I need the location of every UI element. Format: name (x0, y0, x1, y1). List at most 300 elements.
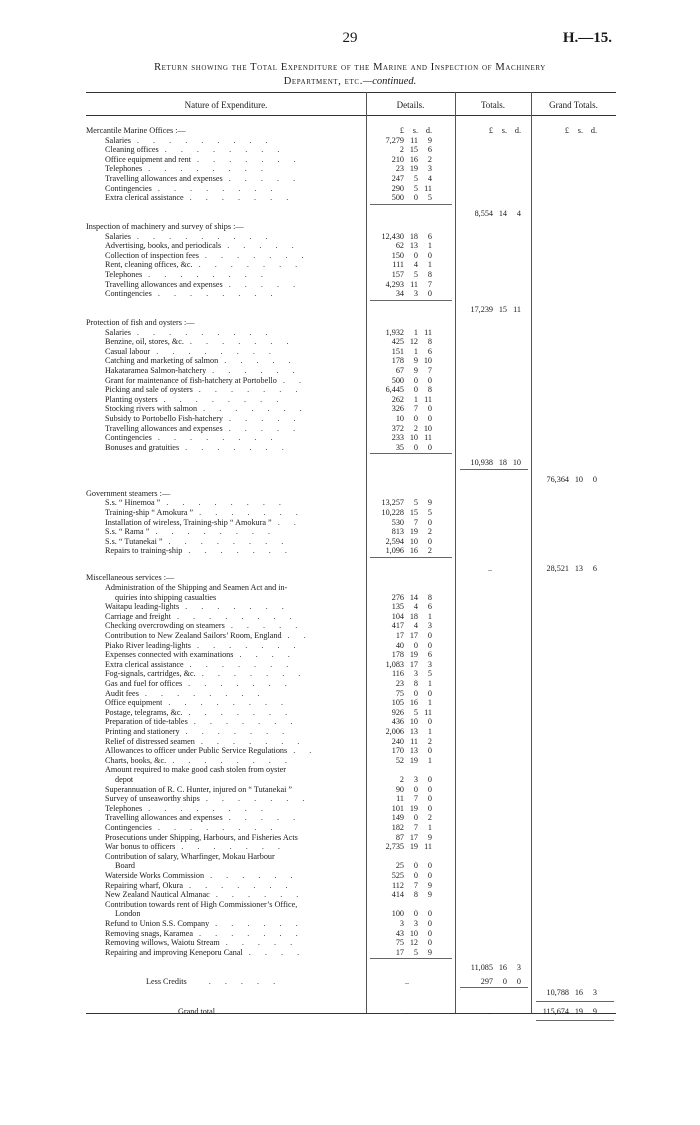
document-reference: H.—15. (562, 30, 612, 46)
line-item-amount-pence: 6 (427, 346, 432, 356)
leader-dots: . . . . . (228, 423, 302, 433)
line-item-amount (368, 260, 432, 270)
line-item-label: Contribution to New Zealand Sailors’ Room, England (105, 630, 282, 640)
leader-dots: . . . . . . . (203, 404, 308, 414)
currency-header-totals-shillings: s. (501, 126, 507, 135)
line-item-amount-pounds: 13,257 (381, 498, 404, 508)
line-item-label: Contingencies (105, 433, 152, 443)
line-item (86, 833, 298, 843)
line-item-amount-pence: 1 (427, 678, 432, 688)
line-item-amount (368, 289, 432, 299)
line-item-amount-pounds: 100 (391, 909, 404, 919)
leader-dots: . . . . . . . . (157, 822, 279, 832)
line-item (86, 347, 277, 357)
line-item-amount (368, 193, 432, 203)
line-item-amount-shillings: 0 (413, 640, 418, 650)
line-item-amount-pounds: 17 (395, 630, 404, 640)
section-grand-total-pounds: 28,521 (546, 563, 569, 573)
line-item-amount-pounds: 2 (399, 774, 404, 784)
leader-dots: . . . . . (230, 621, 304, 631)
line-item-amount-pence: 0 (427, 414, 432, 423)
leader-dots: . . . . . (208, 976, 282, 986)
line-item-label: Prosecutions under Shipping, Harbours, and Fisheries Acts (105, 832, 298, 842)
line-item-amount-pence: 11 (424, 842, 432, 852)
line-item-amount-pence: 0 (427, 375, 432, 385)
leader-dots: . . . . . . . . (157, 433, 279, 443)
line-item-amount-pounds: 149 (391, 813, 404, 823)
line-item-amount-pence: 6 (427, 602, 432, 612)
section-total-shillings: 18 (498, 458, 507, 468)
line-item-amount-pounds: 276 (391, 592, 404, 602)
line-item-amount (368, 251, 432, 261)
currency-header-totals-pence: d. (514, 126, 521, 135)
leader-dots: . . . . . . . (198, 385, 304, 395)
line-item-amount-pounds: 75 (395, 688, 404, 698)
section-subtotal-rule (370, 958, 452, 959)
line-item-label: Superannuation of R. C. Hunter, injured on “ Tutanekai ” (105, 784, 293, 794)
line-item (86, 794, 310, 804)
line-item-amount-pence: 2 (427, 154, 432, 164)
line-item (86, 679, 293, 689)
line-item-amount-pence: 10 (423, 423, 432, 433)
line-item-amount (368, 929, 432, 939)
line-item (86, 583, 287, 593)
grand-total-amount-pence: 9 (592, 1007, 597, 1017)
line-item-amount (368, 232, 432, 242)
line-item-amount-pounds: 62 (395, 241, 404, 251)
line-item-amount-pence: 0 (427, 536, 432, 546)
line-item-amount-shillings: 4 (413, 602, 418, 612)
line-item-amount-shillings: 2 (413, 423, 418, 433)
leader-dots: . . . . . . . (188, 546, 293, 556)
leader-dots: . . . . . . . . (164, 145, 286, 155)
line-item-label: Telephones (105, 270, 143, 279)
leader-dots: . . . . . . (212, 366, 301, 375)
line-item (86, 765, 286, 775)
line-item (86, 414, 301, 424)
line-item-continuation (86, 775, 133, 785)
section-title: Mercantile Marine Offices :— (86, 126, 186, 135)
line-item-amount-shillings: 3 (413, 774, 418, 784)
line-item-amount (368, 184, 432, 194)
leader-dots: . . . . (239, 650, 296, 660)
line-item-amount-shillings: 17 (409, 630, 418, 640)
line-item-amount-shillings: 5 (413, 183, 418, 193)
line-item-label: Checking overcrowding on steamers (105, 621, 225, 631)
line-item (86, 155, 302, 165)
line-item-amount-pence: 0 (427, 404, 432, 414)
line-item-label: Refund to Union S.S. Company (105, 918, 210, 928)
line-item-amount-pounds: 2,735 (385, 842, 404, 852)
line-item-amount (368, 164, 432, 174)
line-item-label: Fog-signals, cartridges, &c. (105, 669, 196, 679)
line-item-amount-shillings: 12 (409, 337, 418, 347)
less-credits-amount-shillings: 0 (502, 976, 507, 986)
leader-dots: . . . . . . . (189, 337, 295, 347)
line-item-amount-pence: 2 (427, 813, 432, 823)
grand-total-top-rule (536, 1001, 614, 1002)
currency-header-grand-pence: d. (590, 126, 597, 135)
line-item-amount (368, 443, 432, 453)
less-credits-amount-pence: 0 (516, 976, 521, 986)
line-item-amount-pence: 3 (427, 621, 432, 631)
leader-dots: . . . . . . . . . (136, 327, 274, 337)
line-item-label: Cleaning offices (105, 145, 159, 155)
line-item-amount-pence: 8 (427, 337, 432, 347)
line-item-amount-shillings: 0 (413, 813, 418, 823)
line-item-amount (368, 612, 432, 622)
leader-dots: . . (293, 746, 318, 756)
line-item-label: Preparation of tide-tables (105, 717, 188, 727)
line-item-amount-pounds: 2,594 (385, 536, 404, 546)
line-item (86, 498, 287, 508)
line-item-amount-pence: 0 (427, 630, 432, 640)
line-item-amount-pounds: 75 (395, 938, 404, 948)
line-item-label: Gas and fuel for offices (105, 678, 183, 688)
line-item-amount (368, 508, 432, 518)
currency-header-details-shillings: s. (412, 126, 418, 135)
line-item-amount-pence: 1 (427, 241, 432, 251)
line-item-amount-pounds: 1,096 (385, 546, 404, 556)
line-item-continuation (86, 861, 135, 871)
line-item-amount (368, 871, 432, 881)
line-item (86, 804, 269, 814)
line-item-amount-shillings: 17 (409, 659, 418, 669)
line-item-amount-shillings: 15 (409, 508, 418, 518)
line-item-label: Administration of the Shipping and Seamen Act and in- (105, 582, 288, 592)
leader-dots: . . . . . . . (199, 508, 304, 518)
line-item-amount (368, 593, 432, 603)
line-item-amount (368, 498, 432, 508)
line-item-amount-shillings: 9 (413, 366, 418, 375)
currency-header-grand-pounds: £ (564, 126, 569, 135)
section-subtotal-rule (370, 557, 452, 558)
line-item-amount-pounds: 182 (391, 822, 404, 832)
line-item-amount-pence: 11 (424, 433, 432, 443)
line-item-amount-pence: 11 (424, 327, 432, 337)
line-item-amount-pounds: 233 (391, 433, 404, 443)
line-item-amount-shillings: 0 (413, 909, 418, 919)
line-item-amount-pounds: 530 (391, 517, 404, 527)
line-item-amount-pence: 8 (427, 385, 432, 395)
line-item-amount-pence: 1 (427, 260, 432, 270)
leader-dots: . . . . . . . (198, 260, 304, 270)
line-item-amount-pounds: 104 (391, 611, 404, 621)
line-item-amount-pence: 0 (427, 909, 432, 919)
line-item-continuation (86, 909, 140, 919)
section-title: Miscellaneous services :— (86, 573, 175, 583)
line-item-label: Travelling allowances and expenses (105, 279, 223, 289)
line-item-label: Telephones (105, 803, 143, 813)
line-item (86, 443, 290, 453)
line-item-amount-pounds: 35 (395, 442, 404, 452)
line-item-label: Training-ship “ Amokura ” (105, 508, 194, 518)
grand-total-bottom-rule (536, 1020, 614, 1021)
line-item-amount (368, 328, 432, 338)
line-item-amount-shillings: 19 (409, 650, 418, 660)
line-item (86, 660, 294, 670)
line-item-amount-pence: 7 (427, 279, 432, 289)
leader-dots: . . . . . . . (185, 602, 290, 612)
leader-dots: . . . . . . . (189, 659, 295, 669)
table-header-rule (86, 115, 616, 116)
leader-dots: . . . . . . . (185, 442, 290, 452)
line-item-amount (368, 174, 432, 184)
line-item-amount-pounds: 1,932 (385, 327, 404, 337)
line-item-amount-shillings: 0 (413, 442, 418, 452)
section-total-pence: 4 (516, 208, 521, 218)
line-item-label: Picking and sale of oysters (105, 385, 193, 395)
line-item (86, 717, 298, 727)
line-item-amount (368, 708, 432, 718)
line-item-amount-shillings: 1 (413, 346, 418, 356)
line-item-amount-pence: 9 (427, 880, 432, 890)
leader-dots: . . . . . (227, 241, 300, 251)
line-item-amount-pence: 8 (427, 270, 432, 279)
line-item-amount-shillings: 0 (413, 375, 418, 385)
line-item-amount-shillings: 0 (413, 385, 418, 395)
section-grand-total-shillings: 13 (574, 563, 583, 573)
leader-dots: . . . . . . . (204, 250, 310, 260)
section-grand-total-pence: 6 (592, 563, 597, 573)
currency-header-grand-shillings: s. (577, 126, 583, 135)
line-item-amount-pence: 3 (427, 659, 432, 669)
line-item-amount-pence: 9 (427, 890, 432, 900)
line-item-label-cont: Board (115, 861, 136, 871)
leader-dots: . . . . . . . (188, 880, 294, 890)
line-item-amount-shillings: 16 (409, 546, 418, 556)
leader-dots: . . . . . (228, 279, 302, 289)
line-item-amount-shillings: 11 (410, 135, 418, 145)
line-item-label: Stocking rivers with salmon (105, 404, 198, 414)
line-item-amount (368, 698, 432, 708)
line-item-amount-pounds: 25 (395, 861, 404, 871)
line-item-amount (368, 948, 432, 958)
leader-dots: . . . . . . . (181, 842, 286, 852)
line-item-amount-pence: 0 (427, 774, 432, 784)
line-item (86, 174, 301, 184)
line-item-amount-pounds: 67 (395, 366, 404, 375)
line-item-label: Advertising, books, and periodicals (105, 241, 222, 251)
line-item-amount-shillings: 0 (413, 250, 418, 260)
leader-dots: . . . . (248, 947, 306, 957)
line-item-label: Travelling allowances and expenses (105, 174, 223, 183)
line-item-amount (368, 424, 432, 434)
line-item-amount-pence: 0 (427, 688, 432, 698)
line-item-amount-pence: 0 (427, 517, 432, 527)
line-item-label: Contingencies (105, 822, 152, 832)
line-item-label: Installation of wireless, Training-ship “ Amokura ” (105, 517, 272, 527)
currency-header-totals-pounds: £ (488, 126, 493, 135)
line-item (86, 650, 296, 660)
line-item-amount (368, 145, 432, 155)
line-item (86, 241, 300, 251)
line-item-amount-shillings: 5 (413, 707, 418, 717)
line-item (86, 669, 306, 679)
line-item-label: New Zealand Nautical Almanac (105, 890, 210, 900)
line-item-amount-pounds: 425 (391, 337, 404, 347)
line-item-label: Travelling allowances and expenses (105, 423, 223, 433)
section-total-shillings: 16 (498, 963, 507, 973)
currency-header-details-pence: d. (425, 126, 432, 135)
line-item-amount-pounds: 4,293 (385, 279, 404, 289)
net-miscellaneous-total-pounds: 10,788 (546, 988, 569, 998)
line-item-amount (368, 909, 432, 919)
less-credits-row (86, 977, 281, 987)
leader-dots: . . . . . (225, 938, 299, 948)
line-item (86, 631, 312, 641)
line-item-amount-shillings: 11 (410, 279, 418, 289)
line-item (86, 527, 276, 537)
line-item-amount-shillings: 0 (413, 861, 418, 871)
currency-header-totals (457, 126, 521, 136)
line-item-amount-shillings: 7 (413, 822, 418, 832)
line-item-amount-pounds: 2 (399, 145, 404, 155)
line-item-amount (368, 804, 432, 814)
leader-dots: . . . . . . (215, 918, 304, 928)
line-item-amount (368, 861, 432, 871)
line-item-amount (368, 919, 432, 929)
line-item-amount-shillings: 14 (409, 592, 418, 602)
line-item-amount-pence: 9 (427, 832, 432, 842)
leader-dots: . . . . . . . (200, 736, 306, 746)
leader-dots: . . . . . . . . (176, 611, 298, 621)
line-item-amount-pounds: 23 (395, 678, 404, 688)
line-item-label: Travelling allowances and expenses (105, 813, 223, 823)
leader-dots: . . . . . . (210, 870, 299, 880)
line-item-amount-shillings: 7 (413, 880, 418, 890)
line-item-amount (368, 241, 432, 251)
line-item-amount-shillings: 0 (413, 870, 418, 880)
line-item-amount-pounds: 926 (391, 707, 404, 717)
line-item-amount-pence: 0 (427, 640, 432, 650)
line-item-amount-pounds: 157 (391, 270, 404, 279)
line-item (86, 823, 279, 833)
line-item-label: Relief of distressed seamen (105, 736, 195, 746)
line-item-amount-pounds: 436 (391, 717, 404, 727)
line-item-amount-pounds: 112 (392, 880, 404, 890)
line-item-amount-pounds: 10 (395, 414, 404, 423)
line-item-label: Removing snags, Karamea (105, 928, 193, 938)
title-line-2 (80, 75, 620, 89)
line-item-amount-pence: 0 (427, 794, 432, 804)
line-item (86, 385, 303, 395)
line-item-amount-shillings: 13 (409, 726, 418, 736)
line-item-amount-pounds: 210 (391, 154, 404, 164)
line-item-label: Rent, cleaning offices, &c. (105, 260, 193, 270)
line-item-amount (368, 669, 432, 679)
line-item-amount-pounds: 90 (395, 784, 404, 794)
line-item-amount-shillings: 19 (409, 755, 418, 765)
leader-dots: . . (287, 630, 312, 640)
grand-total-amount (533, 1007, 597, 1017)
leader-dots: . . . . . . . (199, 928, 304, 938)
line-item-amount-shillings: 0 (413, 193, 418, 203)
line-item-label: Extra clerical assistance (105, 193, 184, 203)
line-item-amount-pounds: 262 (391, 394, 404, 404)
line-item-amount (368, 356, 432, 366)
line-item (86, 395, 284, 405)
line-item (86, 881, 294, 891)
line-item-amount (368, 347, 432, 357)
line-item-amount-pounds: 116 (392, 669, 404, 679)
line-item-amount-pence: 0 (427, 938, 432, 948)
line-item-amount (368, 537, 432, 547)
line-item-amount-shillings: 1 (413, 327, 418, 337)
line-item-amount (368, 270, 432, 280)
line-item (86, 737, 305, 747)
credits-rule (460, 987, 528, 988)
section-grand-total-pence: 0 (592, 475, 597, 485)
line-item-label: Waterside Works Commission (105, 870, 205, 880)
line-item (86, 193, 294, 203)
line-item-label: Grant for maintenance of fish-hatchery at Portobello (105, 375, 277, 385)
section-total-pence: 11 (513, 304, 521, 314)
title-line-2-text: Department, etc. (283, 76, 363, 87)
line-item-amount-pence: 0 (427, 442, 432, 452)
line-item-amount-shillings: 1 (413, 394, 418, 404)
grand-total-amount-pounds: 115,674 (542, 1007, 569, 1017)
line-item-amount-shillings: 3 (413, 669, 418, 679)
line-item (86, 708, 293, 718)
line-item-amount (368, 366, 432, 376)
line-item-amount-pounds: 135 (391, 602, 404, 612)
leader-dots: . . . . . . . . . (136, 231, 274, 241)
line-item-label: Postage, telegrams, &c. (105, 707, 183, 717)
details-dots: .. (405, 976, 410, 986)
table-top-rule (86, 92, 616, 93)
section-total (457, 209, 521, 219)
line-item-amount-pounds: 170 (391, 746, 404, 756)
title-line-1: Return showing the Total Expenditure of the Marine and Inspection of Machinery (154, 62, 546, 73)
line-item-amount (368, 337, 432, 347)
section-grand-total-pounds: 76,364 (546, 475, 569, 485)
line-item (86, 621, 303, 631)
line-item-amount-pence: 0 (427, 918, 432, 928)
section-total-pounds: 8,554 (474, 208, 493, 218)
line-item-label: Salaries (105, 135, 131, 145)
grand-total-row (86, 1007, 293, 1017)
details-dots: .. (488, 563, 493, 573)
line-item-label: Expenses connected with examinations (105, 650, 234, 660)
line-item-amount-pence: 11 (424, 707, 432, 717)
line-item-amount (368, 756, 432, 766)
line-item-amount (368, 679, 432, 689)
line-item-amount-shillings: 19 (409, 164, 418, 174)
line-item-amount (368, 631, 432, 641)
line-item-amount-pence: 11 (424, 183, 432, 193)
line-item-amount (368, 727, 432, 737)
line-item-amount (368, 546, 432, 556)
line-item-amount-pounds: 500 (391, 375, 404, 385)
grand-total-amount-shillings: 19 (574, 1007, 583, 1017)
line-item-amount (368, 527, 432, 537)
line-item-amount-pence: 8 (427, 592, 432, 602)
leader-dots: . . . . . . . . (155, 527, 277, 537)
line-item-amount (368, 280, 432, 290)
line-item-amount-shillings: 8 (413, 678, 418, 688)
line-item (86, 842, 286, 852)
section-total-pence: 10 (512, 458, 521, 468)
line-item-amount (368, 404, 432, 414)
line-item-amount-shillings: 17 (409, 832, 418, 842)
leader-dots: . . . . . . . . (144, 688, 266, 698)
line-item-amount-pence: 0 (427, 861, 432, 871)
line-item-amount-shillings: 7 (413, 404, 418, 414)
line-item-amount-pence: 7 (427, 366, 432, 375)
section-subtotal-rule (370, 300, 452, 301)
line-item-label: Office equipment (105, 698, 163, 708)
